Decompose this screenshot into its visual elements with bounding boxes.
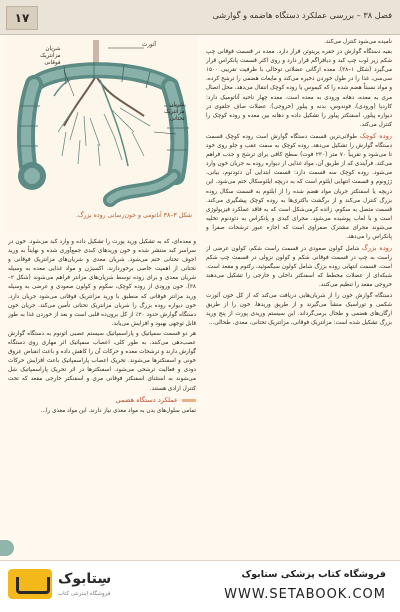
inferior-mesenteric-artery-label: شریان مزانتریک تحتانی bbox=[164, 102, 185, 122]
paragraph: نامیده می‌شود کنترل می‌کند. bbox=[324, 39, 392, 45]
section-heading-small-intestine: روده کوچک bbox=[359, 131, 392, 140]
left-text-column bbox=[8, 238, 196, 538]
page-header bbox=[0, 0, 400, 35]
section-marker bbox=[182, 399, 196, 402]
large-intestine-illustration bbox=[4, 36, 198, 212]
paragraph: دستگاه گوارش خون را از شریان‌هایی دریافت می‌کند که از کل خون آئورت شکمی و توراسیک منشأ می‌گیرند و از طریق وریدها، خون را از طریق ارگان‌های هضمی و طحال برمی‌گرداند. این سیستم وریدی پورت از پنج ورید بزرگ تشکیل شده است: مزانتریک فوقانی، مزانتریک تحتانی، معدی، طحالی... bbox=[206, 292, 392, 326]
publisher-seal bbox=[0, 540, 14, 556]
paragraph: طولانی‌ترین قسمت دستگاه گوارش است روده کوچک قسمت دستگاه گوارش را تشکیل می‌دهد. روده کوچک به سمت عقب و جلو روی خود تا می‌شود و تقریباً ۷۰ متر (۲۳۰ فوت) سطح کافی برای ترشح و جذب فراهم می‌کند. فرآیندی که از طریق آن، مواد غذایی از دیواره روده به جریان خون وارد می‌شود. روده کوچک سه قسمت دارد: قسمت ابتدایی آن دئودنوم، بیانی، ژژونوم و قسمت انتهایی ایلئوم است که به دریچه ایلئوسکال ختم می‌شود. این دریچه یا اسفنکتر جریان مواد هضم شده را از ایلئوم به قسمت سکال روده بزرگ کنترل می‌کند و از برگشت باکتری‌ها به روده کوچک پیشگیری می‌کند. قسمت متصل به سکوم، زائده کرمی‌شکل است که به فاقد عملکرد فیزیولوژی است و با لعاب پوشیده می‌شود. مجرای کبدی و پانکراس به دئودنوم تخلیه می‌شوند مجرای مشترک صفراوی است که اجازه عبور ترشحات صفرا و پانکراس را می‌دهد. bbox=[206, 133, 392, 240]
right-text-column bbox=[206, 38, 392, 538]
paragraph: و معده‌ای، که به تشکیل ورید پورت را تشکیل داده و وارد کبد می‌شود. خون در سراسر کبد منتشر شده و خون وریدهای کبدی جمع‌آوری شده و نهایتاً به ورید اجوف تحتانی ختم می‌شود. شریان معدی و شریان‌های مزانتریک فوقانی و تحتانی از اهمیت خاصی برخوردارند. اکسیژن و مواد غذایی معده به وسیله شریان معدی و برای روده توسط شریان‌های مزانتر فراهم می‌شوند (شکل ۲–۳۸). خون ورودی از روده کوچک، سکوم و کولون صعودی و عرضی به وسیله ورید مزانتر فوقانی که منطبق با ورید مزانتریک فوقانی می‌شود جریان دارد. خون دیواره روده بزرگ را شریان مزانتریک تحتانی تأمین می‌کند. جریان خون دستگاه گوارش حدود ۲۰٪ از کل برون‌ده قلبی است و بعد از خوردن غذا به طور قابل توجهی بهبود و افزایش می‌یابد. bbox=[8, 239, 196, 327]
superior-mesenteric-artery-label: شریان مزانتریک فوقانی bbox=[40, 46, 61, 66]
paragraph: هر دو قسمت سمپاتیک و پاراسمپاتیک سیستم عصبی اتونوم به دستگاه گوارش عصب‌دهی می‌کنند. به طور کلی، اعصاب سمپاتیک اثر مهاری روی دستگاه گوارش دارند و ترشحات معده و حرکات آن را کاهش داده و باعث انقباض عروق خونی و اسفنکترها می‌شوند. تحریک اعصاب پاراسمپاتیک باعث افزایش حرکات دودی و فعالیت ترشحی می‌شود. اسفنکترها در اثر تحریک پاراسمپاتیک شل می‌شوند به استثنای اسفنکتر فوقانی مری و اسفنکتر خارجی مقعد که تحت کنترل ارادی هستند. bbox=[8, 330, 196, 392]
setabook-logo-icon bbox=[8, 569, 52, 599]
aorta-label: آئورت bbox=[142, 42, 156, 48]
figure-caption: شکل ۳–۳۸ آناتومی و خون‌رسانی روده بزرگ. bbox=[76, 212, 192, 219]
store-url-link[interactable]: WWW.SETABOOK.COM bbox=[224, 587, 386, 602]
logo-text: سِتابوک bbox=[58, 571, 112, 587]
store-name: فروشگاه کتاب پزشکی ستابوک bbox=[241, 569, 386, 580]
section-heading-digestive-function: عملکرد دستگاه هضمی bbox=[115, 395, 178, 404]
page-number: ۱۷ bbox=[6, 6, 38, 30]
logo-subtitle: فروشگاه اینترنتی کتاب bbox=[58, 591, 111, 597]
large-intestine-figure bbox=[4, 36, 198, 232]
watermark-footer bbox=[0, 560, 400, 612]
paragraph: تمامی سلول‌های بدن به مواد مغذی نیاز دارند. این مواد مغذی را... bbox=[40, 407, 196, 414]
paragraph: شامل کولون صعودی در قسمت راست شکم، کولون عرضی از راست به چپ در قسمت فوقانی شکم و کولون نزولی در قسمت چپ شکم است. قسمت انتهایی روده بزرگ شامل کولون سیگموئید، رکتوم و مقعد است. شبکه‌ای از عضلات مخطط که اسفنکتر داخلی و خارجی را تشکیل می‌دهند خروجی مقعد را تنظیم می‌کنند. bbox=[206, 246, 392, 289]
paragraph: بقیه دستگاه گوارش در حفره پریتوئن قرار دارد. معده در قسمت فوقانی چپ شکم زیر لوب چپ کبد و دیافراگم قرار دارد و روی اکثر قسمت پانکراس قرار می‌گیرد (شکل ۱–۳۸). معده ارگانی عضلانی توخالی با ظرفیت تقریبی ۱۵۰۰ سی‌سی، غذا را در طول خوردن ذخیره می‌کند و مایعات هضمی را ترشح کرده، و مواد نسبتاً هضم شده را که کیموس یا روده کوچک انتقال می‌دهد. محل اتصال مری به معده، دهانه ورودی به معده است. معده چهار ناحیه آناتومیک دارد: کاردیا (ورودی)، فوندوس، بدنه و پیلور (خروجی). عضلات صاف حلقوی در دیواره پیلور، اسفنکتر پیلور را تشکیل داده و دهانه بین معده و روده کوچک را کنترل می‌کند. bbox=[206, 49, 392, 128]
section-heading-large-intestine: روده بزرگ bbox=[361, 244, 392, 253]
chapter-title: فصل ۳۸ – بررسی عملکرد دستگاه هاضمه و گوارشی bbox=[212, 10, 392, 20]
